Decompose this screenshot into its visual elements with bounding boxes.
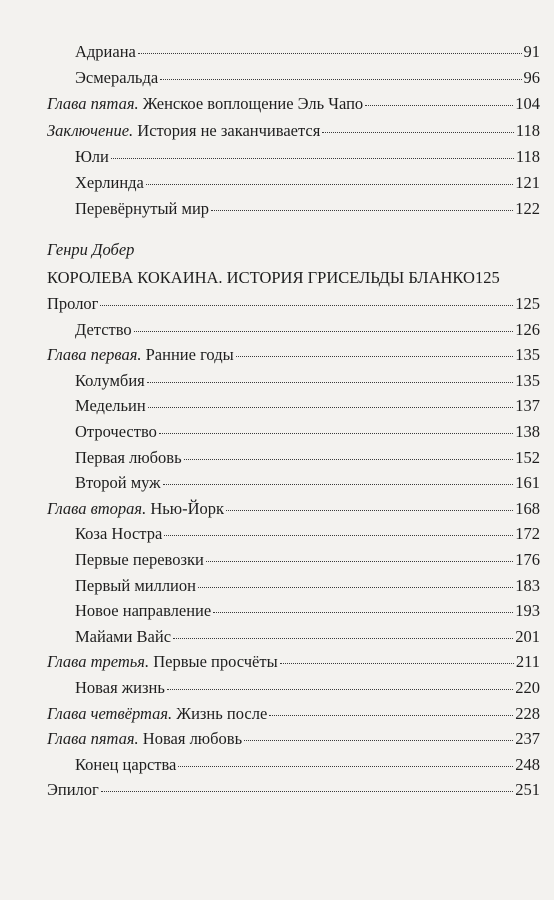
toc-page-number: 118	[515, 146, 540, 166]
toc-page-number: 118	[515, 120, 540, 140]
toc-entry-title: Майами Вайс	[75, 626, 172, 646]
chapter-prefix: Глава первая.	[47, 345, 142, 365]
toc-row	[47, 498, 540, 518]
toc-page-number: 183	[515, 575, 540, 595]
chapter-prefix: Глава третья.	[47, 652, 150, 672]
dot-leader	[100, 305, 513, 306]
toc-page-number: 251	[515, 780, 540, 800]
dot-leader	[146, 184, 513, 185]
toc-entry-title: Юли	[75, 146, 109, 166]
toc-page-number: 152	[515, 447, 540, 467]
author-name: Генри Добер	[47, 240, 135, 259]
toc-row	[47, 782, 540, 799]
toc-row	[47, 96, 540, 113]
toc-row	[75, 70, 540, 87]
dot-leader	[138, 53, 522, 54]
toc-row	[75, 626, 540, 646]
toc-row	[75, 475, 540, 492]
dot-leader	[160, 79, 521, 80]
toc-page-number: 135	[515, 345, 540, 365]
chapter-prefix: Глава пятая.	[47, 94, 139, 114]
dot-leader	[164, 535, 513, 536]
dot-leader	[244, 740, 513, 741]
toc-page-number: 237	[515, 729, 540, 749]
toc-page-number: 161	[515, 473, 540, 493]
dot-leader	[101, 791, 513, 792]
dot-leader	[226, 510, 513, 511]
toc-row	[75, 146, 540, 166]
dot-leader	[147, 382, 514, 383]
toc-entry-title: Колумбия	[75, 370, 145, 390]
toc-row	[75, 526, 540, 543]
dot-leader	[206, 561, 513, 562]
book-title-page: 125	[474, 268, 500, 287]
dot-leader	[365, 105, 513, 106]
toc-row	[47, 731, 540, 748]
dot-leader	[159, 433, 513, 434]
toc-page-number: 104	[515, 94, 540, 114]
dot-leader	[236, 356, 514, 357]
toc-entry-title: Первые перевозки	[75, 550, 204, 569]
toc-row	[75, 175, 540, 192]
toc-page-number: 125	[515, 294, 540, 313]
toc-entry-title: Перевёрнутый мир	[75, 199, 210, 219]
toc-entry-title: Коза Ностра	[75, 524, 163, 544]
toc-page-number: 168	[515, 498, 540, 518]
toc-entry-title: Заключение. История не заканчивается	[47, 120, 321, 140]
toc-entry-title: Второй муж	[75, 473, 161, 493]
toc-page-number: 211	[515, 652, 540, 672]
toc-row	[47, 347, 540, 364]
chapter-prefix: Заключение.	[47, 120, 134, 140]
toc-entry-title: Глава третья. Первые просчёты	[47, 652, 278, 672]
chapter-prefix: Глава вторая.	[47, 498, 147, 518]
toc-entry-title: Эпилог	[47, 780, 99, 800]
dot-leader	[178, 766, 513, 767]
book-title-row	[47, 268, 500, 287]
toc-page-number: 137	[515, 396, 540, 416]
dot-leader	[148, 407, 514, 408]
toc-row	[75, 319, 540, 339]
toc-page-number: 122	[515, 199, 540, 219]
toc-entry-title: Пролог	[47, 294, 99, 313]
toc-page-number: 228	[515, 703, 540, 723]
toc-entry-title: Новая жизнь	[75, 678, 165, 697]
dot-leader	[269, 715, 513, 716]
toc-entry-title: Глава вторая. Нью-Йорк	[47, 498, 225, 518]
toc-entry-title: Первая любовь	[75, 447, 182, 467]
toc-row	[75, 201, 540, 218]
toc-page-number: 126	[515, 319, 540, 339]
dot-leader	[163, 484, 514, 485]
toc-page-number: 135	[515, 370, 540, 390]
toc-entry-title: Медельин	[75, 396, 146, 416]
toc-entry-title: Глава первая. Ранние годы	[47, 345, 234, 365]
toc-page-number: 176	[515, 550, 540, 569]
toc-entry-title: Первый миллион	[75, 575, 196, 595]
toc-page-number: 172	[515, 524, 540, 544]
toc-page-number: 248	[515, 754, 540, 774]
dot-leader	[111, 158, 514, 159]
toc-entry-title: Новое направление	[75, 601, 212, 621]
dot-leader	[198, 587, 513, 588]
chapter-prefix: Глава четвёртая.	[47, 703, 173, 723]
toc-entry-title: Отрочество	[75, 422, 157, 441]
toc-page-number: 96	[523, 68, 540, 88]
toc-entry-title: Глава четвёртая. Жизнь после	[47, 703, 268, 723]
dot-leader	[280, 663, 514, 664]
toc-entry-title: Детство	[75, 319, 132, 339]
toc-page-number: 201	[515, 626, 540, 646]
toc-row	[75, 552, 540, 569]
toc-entry-title: Адриана	[75, 42, 136, 61]
toc-row	[47, 654, 540, 671]
toc-page-number: 91	[523, 42, 540, 61]
toc-row	[75, 398, 540, 415]
toc-row	[75, 447, 540, 467]
dot-leader	[173, 638, 513, 639]
toc-entry-title: Эсмеральда	[75, 68, 159, 88]
toc-row	[75, 424, 540, 441]
toc-page-number: 220	[515, 678, 540, 697]
toc-row	[47, 703, 540, 723]
toc-row	[75, 680, 540, 697]
toc-page-number: 193	[515, 601, 540, 621]
dot-leader	[322, 132, 514, 133]
toc-row	[75, 370, 540, 390]
toc-page-number: 138	[515, 422, 540, 441]
toc-entry-title: Херлинда	[75, 173, 144, 192]
toc-row	[75, 754, 540, 774]
toc-page-number: 121	[515, 173, 540, 192]
toc-entry-title: Конец царства	[75, 754, 177, 774]
book-title: КОРОЛЕВА КОКАИНА. ИСТОРИЯ ГРИСЕЛЬДЫ БЛАНКО	[47, 268, 475, 287]
dot-leader	[211, 210, 513, 211]
toc-row	[75, 603, 540, 620]
toc-row	[47, 120, 540, 140]
dot-leader	[213, 612, 513, 613]
toc-row	[75, 44, 540, 61]
dot-leader	[134, 331, 514, 332]
dot-leader	[167, 689, 513, 690]
toc-row	[47, 296, 540, 313]
toc-entry-title: Глава пятая. Женское воплощение Эль Чапо	[47, 94, 364, 114]
chapter-prefix: Глава пятая.	[47, 729, 139, 749]
toc-entry-title: Глава пятая. Новая любовь	[47, 729, 243, 749]
toc-row	[75, 575, 540, 595]
dot-leader	[184, 459, 514, 460]
